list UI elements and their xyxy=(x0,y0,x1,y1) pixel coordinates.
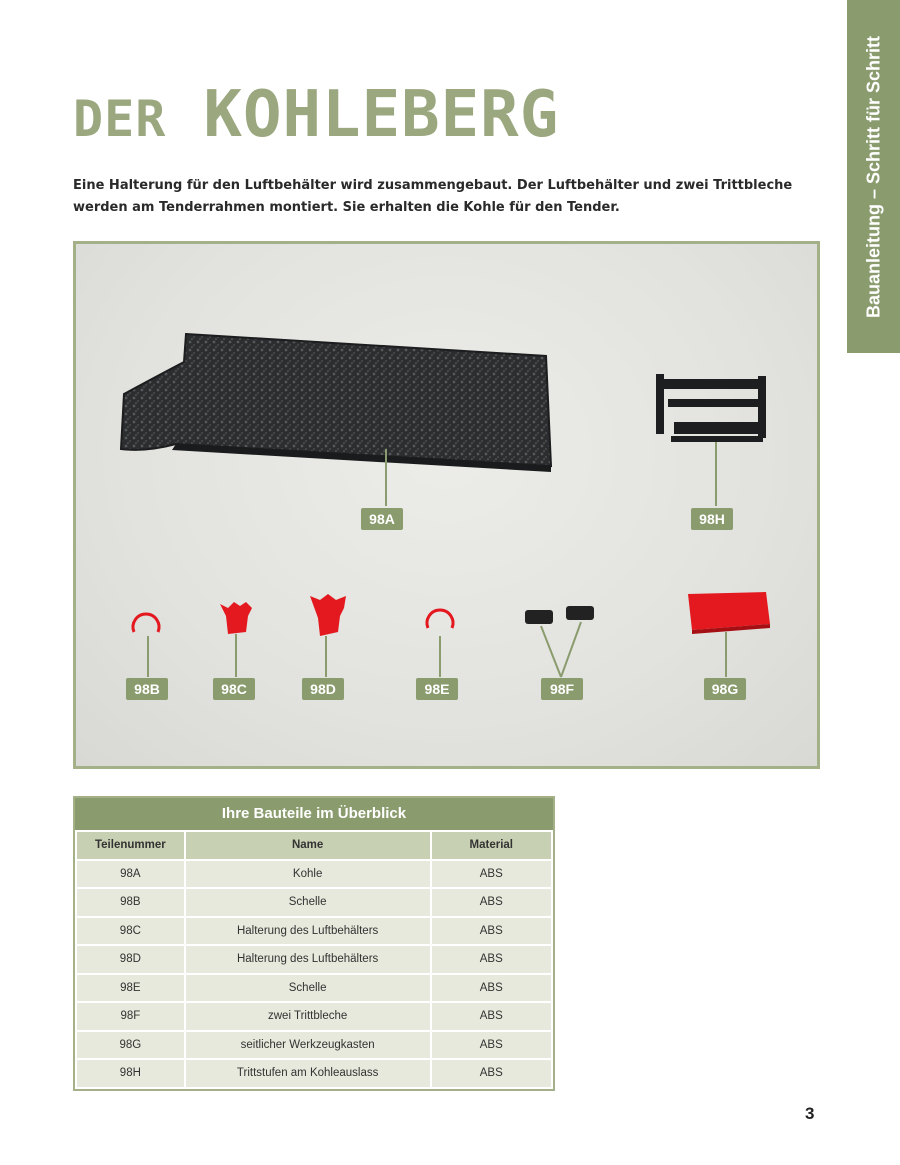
cell-material: ABS xyxy=(431,860,552,889)
title-word-kohleberg: KOHLEBERG xyxy=(203,78,560,152)
cell-name: Kohle xyxy=(185,860,431,889)
table-row xyxy=(76,1002,552,1031)
cell-material: ABS xyxy=(431,888,552,917)
table-title: Ihre Bauteile im Überblick xyxy=(75,798,553,830)
table-row xyxy=(76,945,552,974)
holder-part-98c xyxy=(220,602,252,634)
table-row xyxy=(76,888,552,917)
label-98d: 98D xyxy=(302,678,344,700)
cell-part-number: 98D xyxy=(76,945,185,974)
table-header-row xyxy=(76,831,552,860)
intro-text: Eine Halterung für den Luftbehälter wird zusammengebaut. Der Luftbehälter und zwei Trittbleche werden am Tenderrahmen montiert. Sie erhalten die Kohle für den Tender. xyxy=(73,178,793,215)
cell-material: ABS xyxy=(431,1002,552,1031)
cell-material: ABS xyxy=(431,974,552,1003)
cell-name: seitlicher Werkzeugkasten xyxy=(185,1031,431,1060)
cell-part-number: 98E xyxy=(76,974,185,1003)
cell-material: ABS xyxy=(431,917,552,946)
cell-name: Schelle xyxy=(185,974,431,1003)
leader-line-98f-a xyxy=(541,626,561,677)
cell-part-number: 98A xyxy=(76,860,185,889)
side-tab-label: Bauanleitung – Schritt für Schritt xyxy=(863,35,883,318)
step-part-98h xyxy=(656,374,766,442)
cell-name: Halterung des Luftbehälters xyxy=(185,917,431,946)
parts-overview-table xyxy=(73,796,555,1091)
page-number: 3 xyxy=(805,1104,815,1123)
clip-part-98b xyxy=(133,614,159,632)
section-side-tab xyxy=(847,0,900,353)
cell-part-number: 98H xyxy=(76,1059,185,1088)
header-name: Name xyxy=(185,831,431,860)
table-row xyxy=(76,860,552,889)
parts-photo xyxy=(73,241,820,769)
cell-name: Trittstufen am Kohleauslass xyxy=(185,1059,431,1088)
cell-part-number: 98B xyxy=(76,888,185,917)
header-material: Material xyxy=(431,831,552,860)
table-row xyxy=(76,1059,552,1088)
cell-part-number: 98G xyxy=(76,1031,185,1060)
label-98b: 98B xyxy=(126,678,168,700)
label-98h: 98H xyxy=(691,508,733,530)
cell-part-number: 98C xyxy=(76,917,185,946)
label-98a: 98A xyxy=(361,508,403,530)
clip-part-98e xyxy=(427,610,453,628)
parts-table xyxy=(75,830,553,1089)
cell-name: zwei Trittbleche xyxy=(185,1002,431,1031)
step-plates-part-98f xyxy=(525,606,594,624)
label-98f: 98F xyxy=(541,678,583,700)
toolbox-part-98g xyxy=(688,592,770,634)
holder-part-98d xyxy=(310,594,346,636)
label-98e: 98E xyxy=(416,678,458,700)
label-98c: 98C xyxy=(213,678,255,700)
leader-line-98f-b xyxy=(561,622,581,677)
table-row xyxy=(76,917,552,946)
label-98g: 98G xyxy=(704,678,746,700)
title-word-der: DER xyxy=(73,90,167,148)
cell-material: ABS xyxy=(431,945,552,974)
table-row xyxy=(76,1031,552,1060)
page-title xyxy=(73,80,559,154)
header-part-number: Teilenummer xyxy=(76,831,185,860)
cell-material: ABS xyxy=(431,1031,552,1060)
cell-name: Schelle xyxy=(185,888,431,917)
coal-part-98a xyxy=(121,334,551,472)
cell-name: Halterung des Luftbehälters xyxy=(185,945,431,974)
cell-material: ABS xyxy=(431,1059,552,1088)
table-row xyxy=(76,974,552,1003)
cell-part-number: 98F xyxy=(76,1002,185,1031)
